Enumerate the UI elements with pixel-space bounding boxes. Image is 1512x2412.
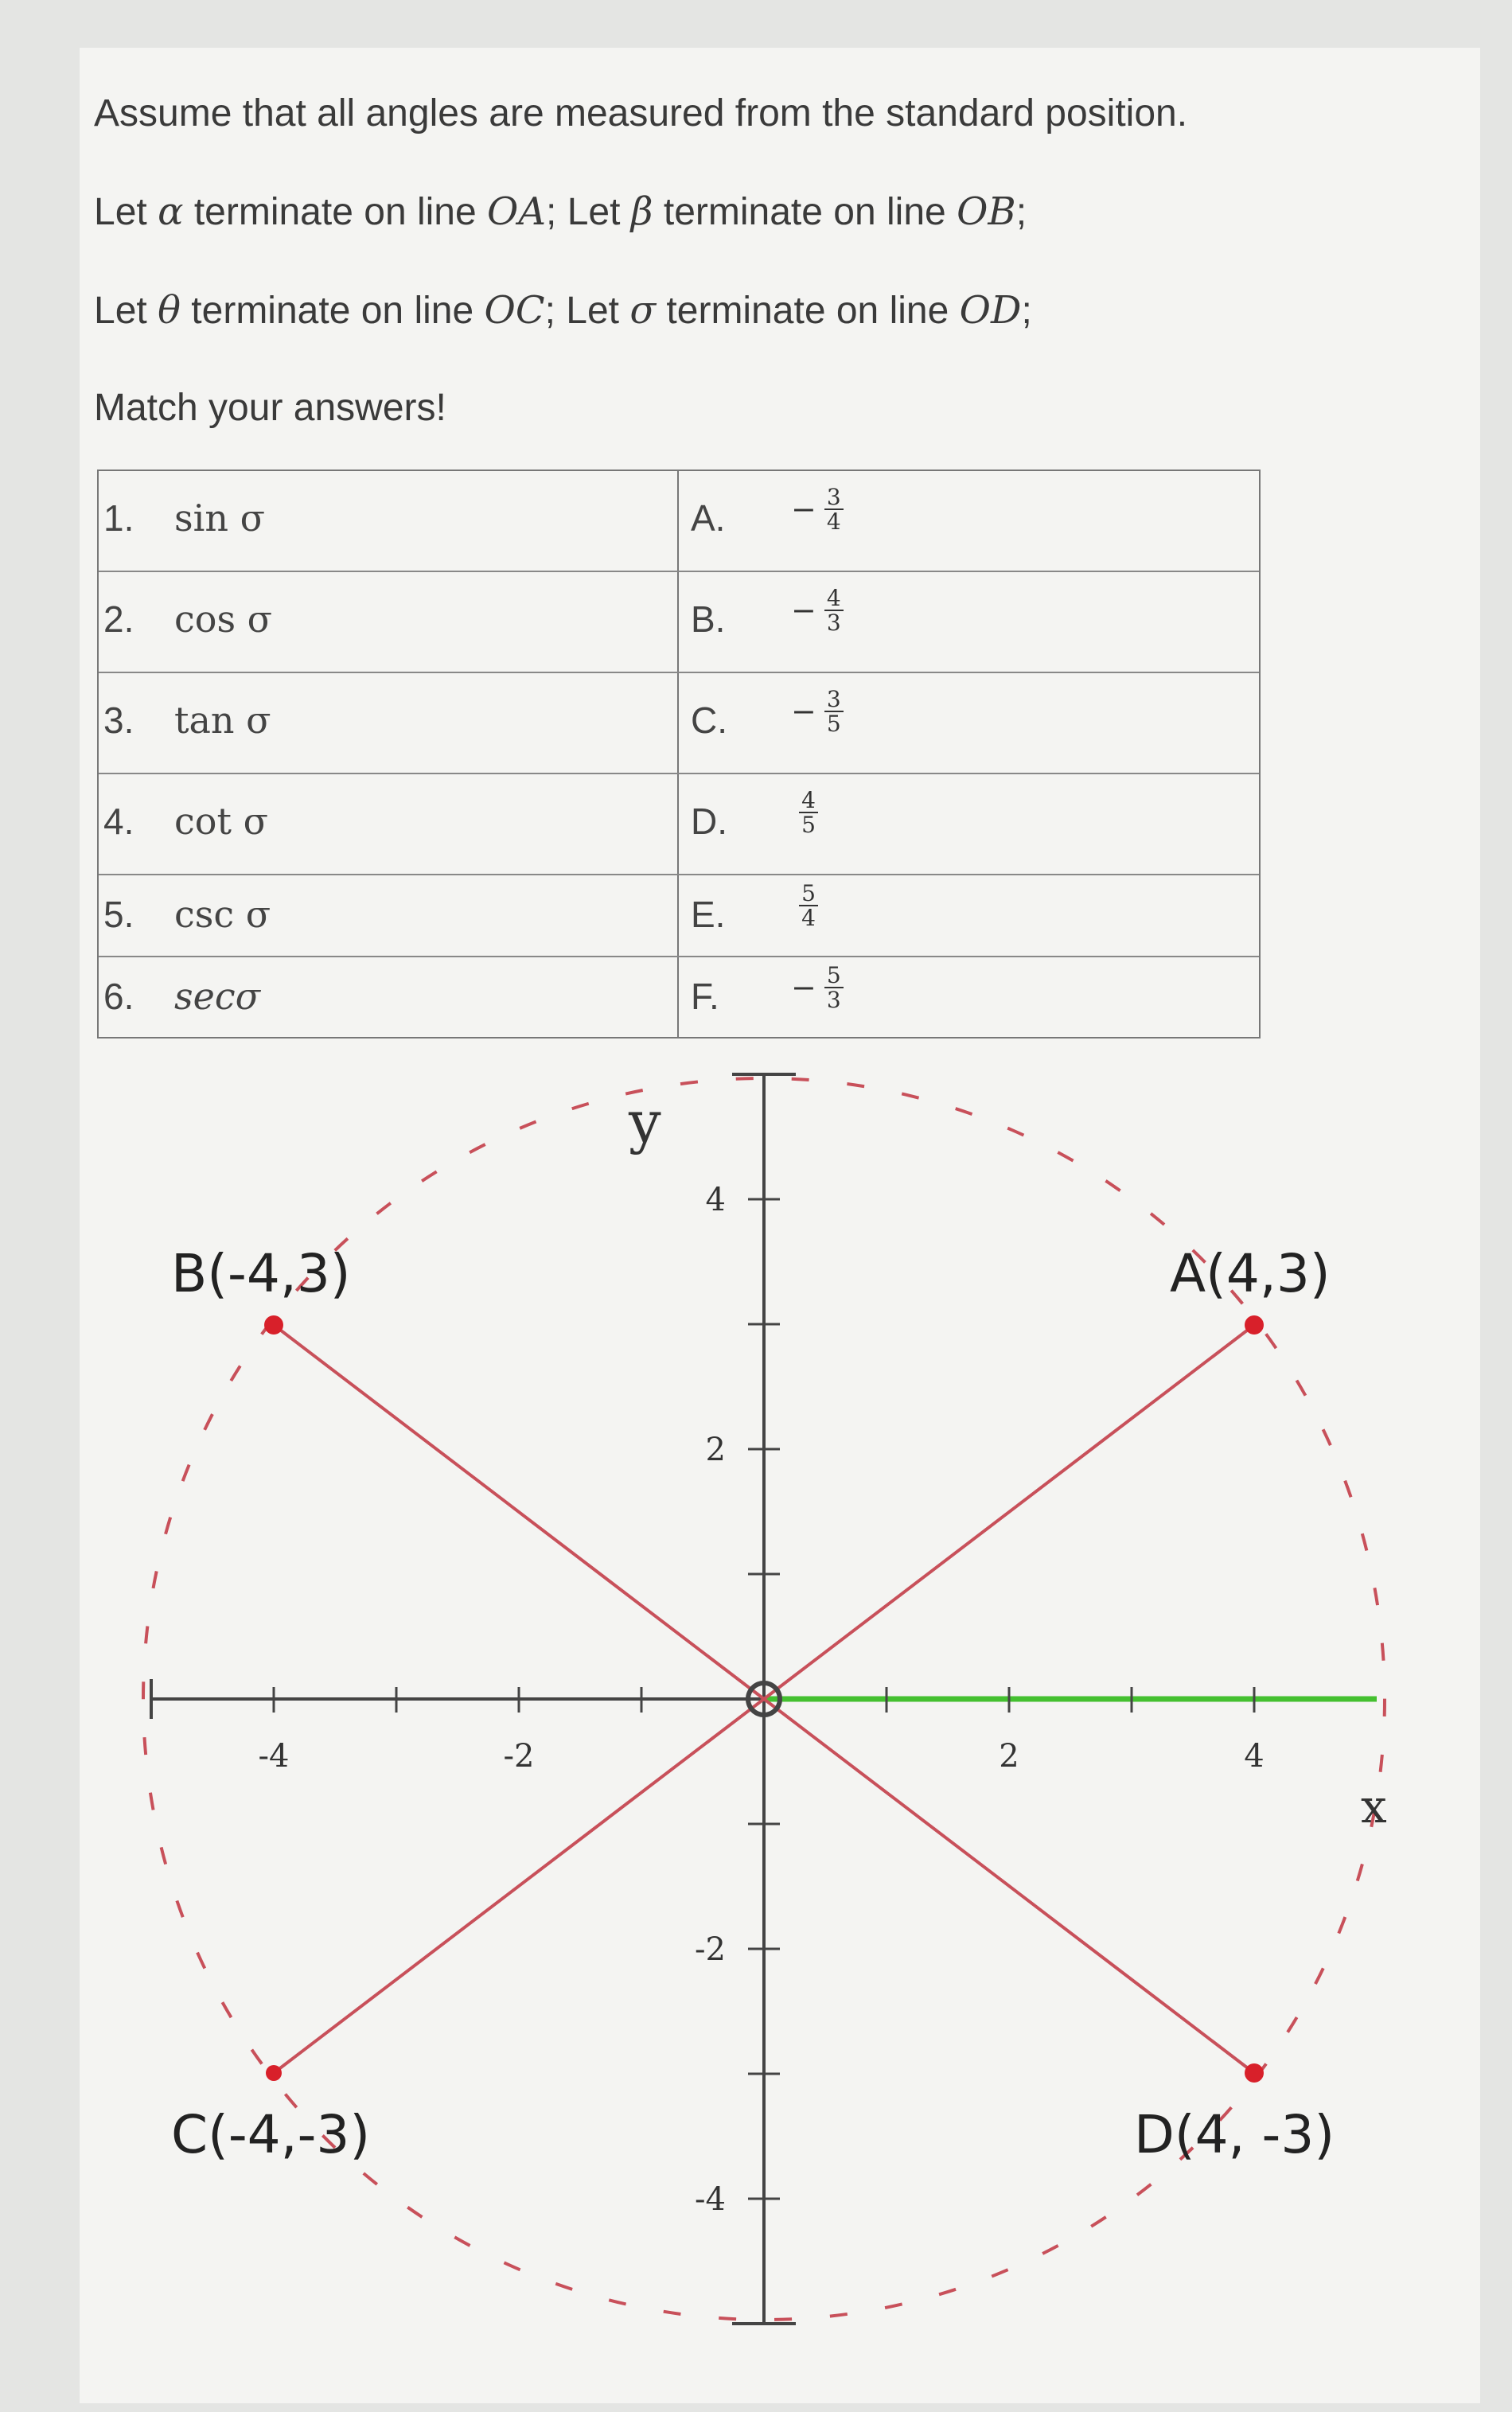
point-b-label: B(-4,3) <box>171 1243 351 1304</box>
point-d <box>1245 2063 1264 2083</box>
x-tick-label: 2 <box>999 1738 1019 1775</box>
denominator: 5 <box>826 711 841 738</box>
x-tick-label: 4 <box>1244 1738 1265 1775</box>
trig-function: cot σ <box>174 800 268 843</box>
denominator: 5 <box>801 812 816 839</box>
minus-sign: − <box>791 593 816 629</box>
ray-oa <box>764 1325 1254 1699</box>
trig-function: sin σ <box>174 497 265 540</box>
question-card <box>80 48 1480 2403</box>
x-tick-label: -4 <box>258 1738 290 1775</box>
beta-symbol: β <box>630 189 653 234</box>
minus-sign: − <box>791 694 816 730</box>
text-fragment: terminate on line <box>183 191 488 233</box>
match-row[interactable] <box>99 471 1259 572</box>
alpha-symbol: α <box>158 189 184 234</box>
text-fragment: terminate on line <box>656 290 960 332</box>
y-tick-label: 4 <box>705 1182 726 1218</box>
denominator: 3 <box>826 610 841 637</box>
item-number: 3. <box>103 699 134 741</box>
point-d-label: D(4, -3) <box>1134 2104 1335 2165</box>
line-oa: OA <box>487 189 547 234</box>
numerator: 4 <box>826 585 841 611</box>
x-tick-label: -2 <box>503 1738 535 1775</box>
text-fragment: ; <box>1021 290 1032 332</box>
denominator: 4 <box>801 905 816 932</box>
numerator: 3 <box>826 686 841 712</box>
point-a <box>1245 1315 1264 1335</box>
y-axis-label: y <box>629 1089 661 1155</box>
y-tick-label: -4 <box>695 2181 726 2218</box>
answer-letter: A. <box>691 497 726 539</box>
text-fragment: Let <box>94 290 158 332</box>
text-fragment: Let <box>94 191 158 233</box>
point-a-label: A(4,3) <box>1170 1243 1331 1304</box>
text-fragment: terminate on line <box>653 191 957 233</box>
answer-fraction <box>791 964 844 1012</box>
answer-letter: D. <box>691 801 727 842</box>
answer-letter: C. <box>691 699 727 741</box>
denominator: 3 <box>826 987 841 1014</box>
match-row[interactable] <box>99 957 1259 1040</box>
point-b <box>264 1315 283 1335</box>
minus-sign: − <box>791 970 816 1006</box>
y-tick-label: 2 <box>705 1432 726 1468</box>
item-number: 4. <box>103 801 134 842</box>
match-row[interactable] <box>99 774 1259 875</box>
item-number: 2. <box>103 598 134 640</box>
answer-fraction <box>791 485 844 534</box>
match-row[interactable] <box>99 875 1259 957</box>
theta-symbol: θ <box>158 288 181 333</box>
match-instruction: Match your answers! <box>94 387 446 429</box>
numerator: 4 <box>801 787 816 813</box>
y-tick-label: -2 <box>695 1931 726 1968</box>
text-fragment: ; Let <box>546 191 631 233</box>
numerator: 5 <box>826 962 841 988</box>
denominator: 4 <box>826 509 841 536</box>
trig-function: secσ <box>174 975 260 1018</box>
instruction-line: Assume that all angles are measured from the standard position. <box>94 92 1188 134</box>
definition-line-alpha-beta <box>94 189 1027 234</box>
line-ob: OB <box>957 189 1016 234</box>
text-fragment: terminate on line <box>180 290 485 332</box>
item-number: 6. <box>103 976 134 1017</box>
minus-sign: − <box>791 492 816 528</box>
answer-letter: B. <box>691 598 726 640</box>
numerator: 5 <box>801 880 816 906</box>
numerator: 3 <box>826 484 841 510</box>
answer-letter: F. <box>691 976 719 1017</box>
match-row[interactable] <box>99 572 1259 673</box>
trig-function: csc σ <box>174 893 271 936</box>
ray-ob <box>274 1325 764 1699</box>
line-oc: OC <box>484 288 545 333</box>
answer-fraction <box>791 882 818 930</box>
point-c <box>266 2065 282 2081</box>
answer-fraction <box>791 586 844 635</box>
graph-svg <box>80 1066 1480 2371</box>
matching-table <box>97 470 1261 1038</box>
item-number: 5. <box>103 894 134 935</box>
text-fragment: ; <box>1015 191 1027 233</box>
x-axis-label: x <box>1361 1779 1387 1833</box>
item-number: 1. <box>103 497 134 539</box>
definition-line-theta-sigma <box>94 288 1032 333</box>
line-od: OD <box>959 288 1022 333</box>
point-c-label: C(-4,-3) <box>171 2104 371 2165</box>
trig-function: cos σ <box>174 598 273 641</box>
text-fragment: ; Let <box>544 290 630 332</box>
answer-letter: E. <box>691 894 726 935</box>
answer-fraction <box>791 789 818 837</box>
sigma-symbol: σ <box>629 288 657 333</box>
answer-fraction <box>791 688 844 736</box>
coordinate-graph <box>80 1066 1480 2371</box>
trig-function: tan σ <box>174 699 271 742</box>
match-row[interactable] <box>99 673 1259 774</box>
